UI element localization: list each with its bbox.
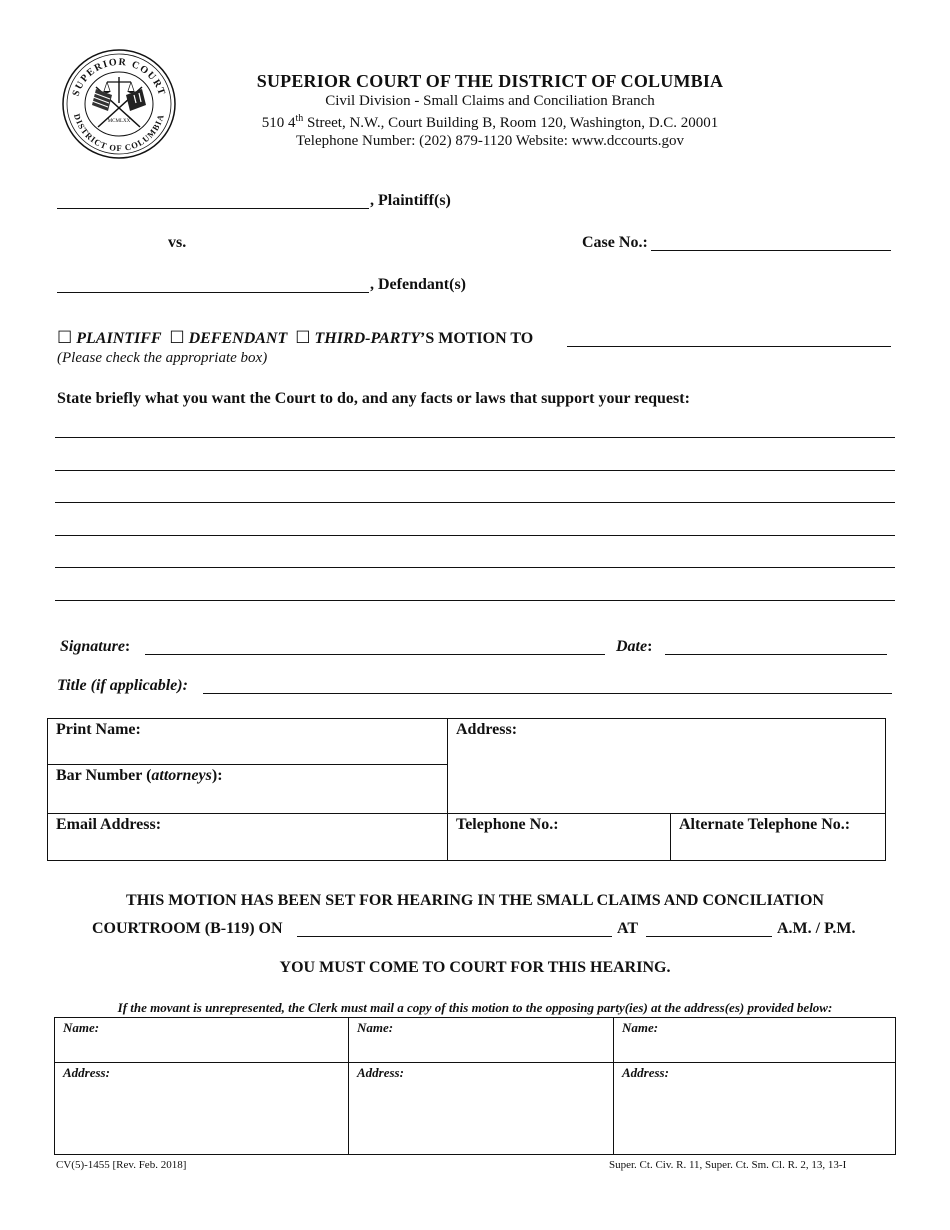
third-party-checkbox[interactable]: ☐ [295, 328, 311, 347]
title-line[interactable] [203, 693, 892, 694]
seal-bottom-text: DISTRICT OF COLUMBIA [72, 112, 166, 154]
court-address [200, 110, 780, 132]
address-post: Street, N.W., Court Building B, Room 120, Washington, D.C. 20001 [303, 115, 719, 131]
address-sup: th [295, 113, 304, 124]
email-label: Email Address: [56, 816, 162, 833]
plaintiff-label: , Plaintiff(s) [370, 192, 451, 209]
title-label: Title (if applicable): [57, 677, 188, 694]
date-label: Date [616, 638, 648, 655]
plaintiff-name-line[interactable] [57, 208, 369, 209]
request-prompt: State briefly what you want the Court to do, and any facts or laws that support your request: [57, 390, 690, 407]
plaintiff-checkbox[interactable]: ☐ [57, 328, 73, 347]
third-party-option: THIRD-PARTY [314, 330, 420, 347]
date-line[interactable] [665, 654, 887, 655]
alt-telephone-label: Alternate Telephone No.: [679, 816, 851, 833]
filer-info-table [47, 718, 886, 861]
telephone-label: Telephone No.: [456, 816, 559, 833]
motion-to-line[interactable] [567, 346, 891, 347]
case-no-line[interactable] [651, 250, 891, 251]
division-name: Civil Division - Small Claims and Conciliation Branch [325, 93, 655, 109]
hearing-time-line[interactable] [646, 936, 772, 937]
signature-label: Signature [60, 638, 125, 655]
email-cell[interactable] [48, 814, 448, 861]
address-label: Address: [456, 721, 518, 738]
rules-citation: Super. Ct. Civ. R. 11, Super. Ct. Sm. Cl. R. 2, 13, 13-I [609, 1159, 847, 1171]
telephone-cell[interactable] [448, 814, 671, 861]
address-cell[interactable] [448, 719, 886, 814]
opposing-parties-table [54, 1017, 896, 1155]
party1-address-cell[interactable] [55, 1063, 349, 1155]
request-line-5[interactable] [55, 567, 895, 568]
mail-notice-text: If the movant is unrepresented, the Clerk must mail a copy of this motion to the opposing party(ies) at the address(es) provided below: [117, 1000, 833, 1015]
hearing-line-1: THIS MOTION HAS BEEN SET FOR HEARING IN THE SMALL CLAIMS AND CONCILIATION [126, 892, 824, 909]
court-seal [60, 47, 178, 161]
request-line-2[interactable] [55, 470, 895, 471]
alt-telephone-cell[interactable] [671, 814, 886, 861]
plaintiff-option: PLAINTIFF [76, 330, 162, 347]
request-line-6[interactable] [55, 600, 895, 601]
must-come-notice: YOU MUST COME TO COURT FOR THIS HEARING. [279, 959, 671, 976]
court-contact: Telephone Number: (202) 879-1120 Website: www.dccourts.gov [296, 133, 684, 149]
party1-address-label: Address: [63, 1065, 110, 1080]
hearing-date-line[interactable] [297, 936, 612, 937]
party1-name-label: Name: [63, 1020, 100, 1035]
request-line-4[interactable] [55, 535, 895, 536]
bar-number-label [48, 765, 447, 785]
motion-to-label: ’S MOTION TO [419, 330, 534, 347]
courtroom-on-label: COURTROOM (B-119) ON [92, 920, 283, 937]
party3-name-label: Name: [622, 1020, 659, 1035]
case-no-label: Case No.: [582, 234, 648, 251]
defendant-option: DEFENDANT [188, 330, 288, 347]
bar-number-pre: Bar Number ( [56, 767, 152, 784]
signature-line[interactable] [145, 654, 605, 655]
signature-label-wrap [60, 638, 130, 656]
seal-year: MCMLXX [107, 119, 131, 124]
motion-type-row [57, 328, 533, 348]
party1-name-cell[interactable] [55, 1018, 349, 1063]
party3-name-cell[interactable] [614, 1018, 896, 1063]
seal-top-text: SUPERIOR COURT [70, 56, 168, 98]
am-pm-label: A.M. / P.M. [777, 920, 856, 937]
address-pre: 510 4 [261, 115, 296, 131]
defendant-checkbox[interactable]: ☐ [169, 328, 185, 347]
bar-number-cell[interactable] [48, 765, 448, 814]
defendant-name-line[interactable] [57, 292, 369, 293]
party2-address-cell[interactable] [349, 1063, 614, 1155]
form-id: CV(5)-1455 [Rev. Feb. 2018] [56, 1159, 187, 1171]
court-header [200, 71, 780, 150]
bar-number-ital: attorneys [151, 767, 212, 784]
bar-number-post: ): [211, 767, 223, 784]
at-label: AT [617, 920, 639, 937]
signature-colon: : [124, 638, 131, 655]
defendant-label: , Defendant(s) [370, 276, 466, 293]
print-name-cell[interactable] [48, 719, 448, 765]
party3-address-cell[interactable] [614, 1063, 896, 1155]
vs-label: vs. [168, 234, 187, 251]
request-line-1[interactable] [55, 437, 895, 438]
print-name-label: Print Name: [56, 721, 141, 738]
party2-name-cell[interactable] [349, 1018, 614, 1063]
date-label-wrap [616, 638, 652, 656]
check-box-hint: (Please check the appropriate box) [57, 350, 268, 366]
party2-name-label: Name: [357, 1020, 394, 1035]
party2-address-label: Address: [357, 1065, 404, 1080]
request-line-3[interactable] [55, 502, 895, 503]
party3-address-label: Address: [622, 1065, 669, 1080]
date-colon: : [647, 638, 653, 655]
court-name: SUPERIOR COURT OF THE DISTRICT OF COLUMBIA [256, 71, 724, 91]
